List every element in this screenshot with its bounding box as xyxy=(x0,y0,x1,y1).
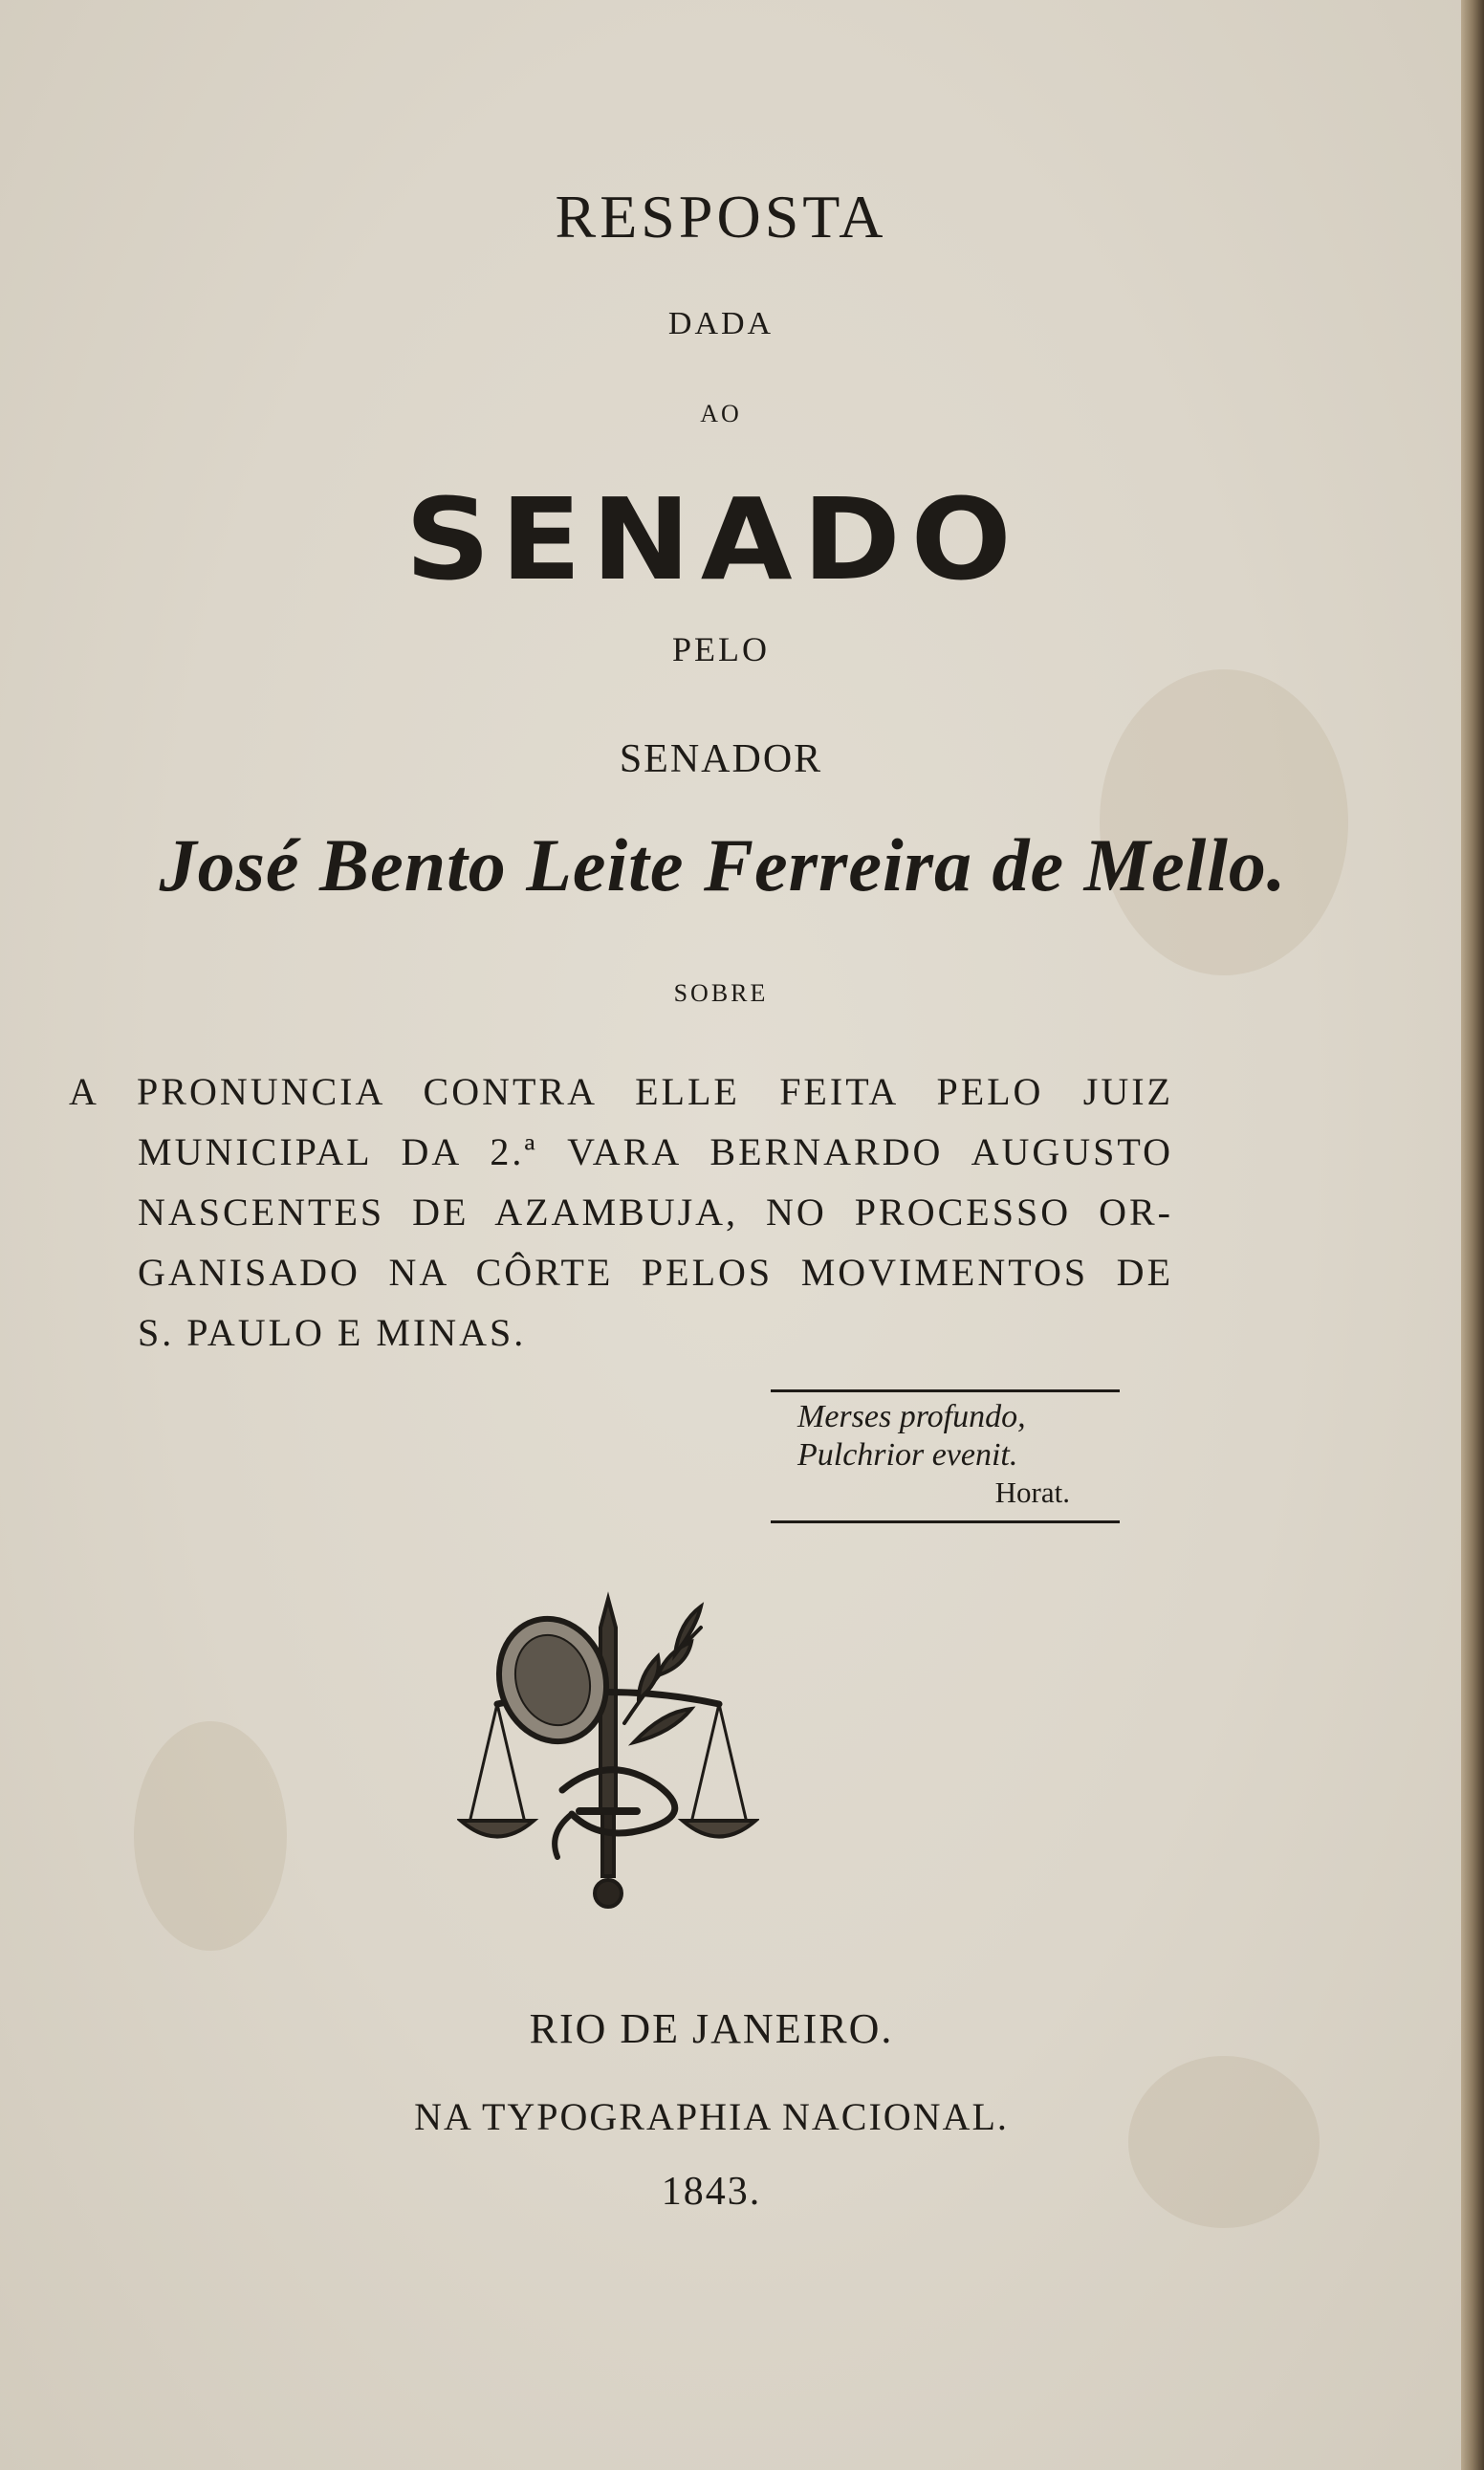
imprint-press: NA TYPOGRAPHIA NACIONAL. xyxy=(414,2095,1009,2138)
title-resposta: RESPOSTA xyxy=(555,183,887,251)
author-name: José Bento Leite Ferreira de Mello. xyxy=(159,823,1287,907)
description-line: GANISADO NA CÔRTE PELOS MOVIMENTOS DE xyxy=(138,1251,1173,1294)
justice-emblem-icon xyxy=(457,1589,759,1926)
paper-stain xyxy=(134,1721,287,1951)
title-ao: AO xyxy=(700,400,742,427)
title-senado: SENADO xyxy=(404,473,1022,605)
epigraph-bottom-rule xyxy=(771,1520,1120,1523)
epigraph-line: Pulchrior evenit. xyxy=(797,1437,1018,1473)
book-edge xyxy=(1461,0,1484,2470)
title-senador: SENADOR xyxy=(619,737,823,781)
title-sobre: SOBRE xyxy=(673,979,769,1007)
title-pelo: PELO xyxy=(672,630,770,668)
imprint-city: RIO DE JANEIRO. xyxy=(529,2005,894,2052)
imprint-year: 1843. xyxy=(661,2170,762,2214)
epigraph-top-rule xyxy=(771,1389,1120,1392)
description-line: S. PAULO E MINAS. xyxy=(138,1311,527,1354)
epigraph xyxy=(771,1389,1120,1523)
epigraph-author: Horat. xyxy=(994,1475,1070,1509)
description-paragraph xyxy=(69,1061,1173,1363)
description-line: MUNICIPAL DA 2.ª VARA BERNARDO AUGUSTO xyxy=(138,1130,1173,1173)
description-line: A PRONUNCIA CONTRA ELLE FEITA PELO JUIZ xyxy=(69,1070,1173,1113)
epigraph-line: Merses profundo, xyxy=(797,1399,1026,1434)
description-line: NASCENTES DE AZAMBUJA, NO PROCESSO OR- xyxy=(138,1191,1173,1234)
title-dada: DADA xyxy=(667,306,775,341)
